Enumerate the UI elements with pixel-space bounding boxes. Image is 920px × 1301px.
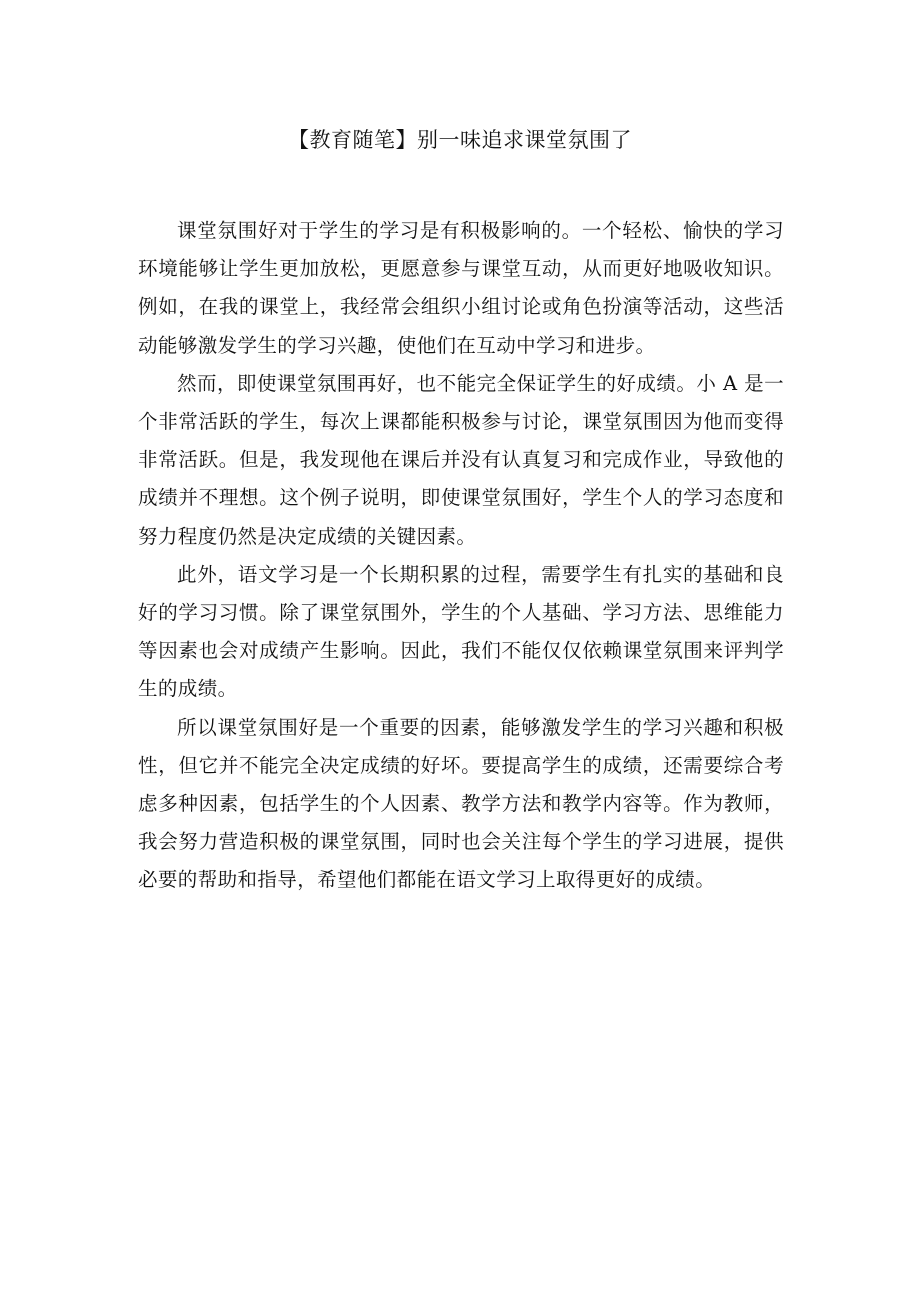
paragraph-1: 课堂氛围好对于学生的学习是有积极影响的。一个轻松、愉快的学习环境能够让学生更加放松，更愿意参与课堂互动，从而更好地吸收知识。例如，在我的课堂上，我经常会组织小组讨论或角色扮演等活动，这些活动能够激发学生的学习兴趣，使他们在互动中学习和进步。	[138, 219, 784, 357]
document-body	[138, 212, 784, 900]
paragraph-4: 所以课堂氛围好是一个重要的因素，能够激发学生的学习兴趣和积极性，但它并不能完全决定成绩的好坏。要提高学生的成绩，还需要综合考虑多种因素，包括学生的个人因素、教学方法和教学内容等。作为教师，我会努力营造积极的课堂氛围，同时也会关注每个学生的学习进展，提供必要的帮助和指导，希望他们都能在语文学习上取得更好的成绩。	[138, 715, 784, 892]
document-title: 【教育随笔】别一味追求课堂氛围了	[288, 128, 632, 152]
paragraph-2: 然而，即使课堂氛围再好，也不能完全保证学生的好成绩。小 A 是一个非常活跃的学生，每次上课都能积极参与讨论，课堂氛围因为他而变得非常活跃。但是，我发现他在课后并没有认真复习和完成作业，导致他的成绩并不理想。这个例子说明，即使课堂氛围好，学生个人的学习态度和努力程度仍然是决定成绩的关键因素。	[138, 371, 784, 548]
paragraph-3: 此外，语文学习是一个长期积累的过程，需要学生有扎实的基础和良好的学习习惯。除了课堂氛围外，学生的个人基础、学习方法、思维能力等因素也会对成绩产生影响。因此，我们不能仅仅依赖课堂氛围来评判学生的成绩。	[138, 562, 784, 701]
